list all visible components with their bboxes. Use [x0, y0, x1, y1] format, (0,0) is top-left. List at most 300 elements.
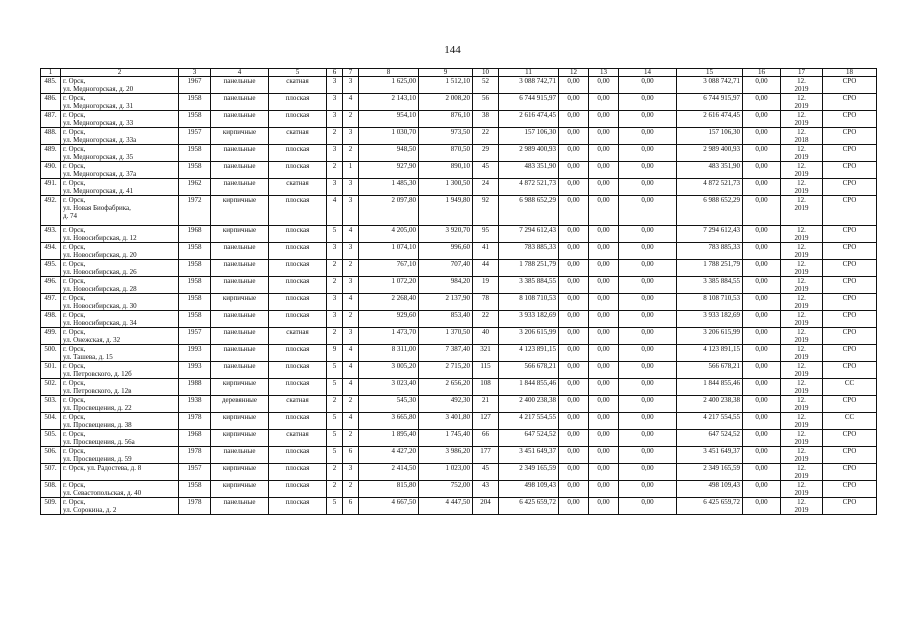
address-line: ул. Просвещения, д. 59 [63, 455, 132, 463]
residents-cell: 45 [473, 464, 499, 481]
local-funds-cell: 0,00 [619, 328, 677, 345]
year-cell: 1938 [179, 396, 211, 413]
living-area-cell: 752,00 [419, 481, 473, 498]
completion-month: 12. [797, 311, 806, 319]
address-line: г. Орск, [63, 77, 86, 85]
roof-type-cell: скатная [269, 128, 327, 145]
address-line: ул. Медногорская, д. 31 [63, 102, 134, 110]
regional-funds-cell: 0,00 [589, 430, 619, 447]
residents-cell: 52 [473, 77, 499, 94]
total-area-cell: 1 072,20 [359, 277, 419, 294]
regional-funds-cell: 0,00 [589, 345, 619, 362]
table-row [41, 430, 877, 447]
roof-type-cell: скатная [269, 430, 327, 447]
federal-funds-cell: 0,00 [559, 345, 589, 362]
address-line: г. Орск, [63, 243, 86, 251]
federal-funds-cell: 0,00 [559, 430, 589, 447]
owner-funds-cell: 2 349 165,59 [677, 464, 743, 481]
floors-cell: 3 [327, 243, 343, 260]
wall-material-cell: кирпичные [211, 430, 269, 447]
completion-month: 12. [797, 196, 806, 204]
address-line: ул. Медногорская, д. 35 [63, 153, 134, 161]
federal-funds-cell: 0,00 [559, 396, 589, 413]
local-funds-cell: 0,00 [619, 362, 677, 379]
row-number-cell: 498. [41, 311, 61, 328]
wall-material-cell: панельные [211, 260, 269, 277]
row-number-cell: 495. [41, 260, 61, 277]
living-area-cell: 2 715,20 [419, 362, 473, 379]
completion-date-cell [781, 77, 823, 94]
fund-method-cell: СРО [823, 464, 877, 481]
total-cost-cell: 3 206 615,99 [499, 328, 559, 345]
local-funds-cell: 0,00 [619, 396, 677, 413]
table-row [41, 162, 877, 179]
federal-funds-cell: 0,00 [559, 311, 589, 328]
entrances-cell: 3 [343, 128, 359, 145]
fund-method-cell: СРО [823, 362, 877, 379]
table-row [41, 128, 877, 145]
completion-year: 2019 [794, 336, 809, 344]
completion-year: 2019 [794, 153, 809, 161]
completion-year: 2019 [794, 353, 809, 361]
regional-funds-cell: 0,00 [589, 179, 619, 196]
residents-cell: 43 [473, 481, 499, 498]
address-line: г. Орск, [63, 498, 86, 506]
completion-month: 12. [797, 260, 806, 268]
federal-funds-cell: 0,00 [559, 362, 589, 379]
table-row [41, 294, 877, 311]
other-funds-cell: 0,00 [743, 162, 781, 179]
address-line: г. Орск, [63, 413, 86, 421]
address-line: ул. Новая Биофабрика, [63, 204, 131, 212]
wall-material-cell: панельные [211, 145, 269, 162]
address-line: г. Орск, [63, 196, 86, 204]
owner-funds-cell: 566 678,21 [677, 362, 743, 379]
address-line: ул. Новосибирская, д. 28 [63, 285, 137, 293]
address-cell [61, 447, 179, 464]
table-row [41, 277, 877, 294]
column-number-17: 17 [781, 69, 823, 77]
address-cell [61, 481, 179, 498]
fund-method-cell: СРО [823, 243, 877, 260]
address-line: ул. Севастопольская, д. 40 [63, 489, 142, 497]
wall-material-cell: панельные [211, 77, 269, 94]
federal-funds-cell: 0,00 [559, 294, 589, 311]
total-cost-cell: 157 106,30 [499, 128, 559, 145]
completion-date-cell [781, 430, 823, 447]
year-cell: 1968 [179, 430, 211, 447]
address-cell [61, 179, 179, 196]
federal-funds-cell: 0,00 [559, 277, 589, 294]
living-area-cell: 3 986,20 [419, 447, 473, 464]
completion-month: 12. [797, 277, 806, 285]
floors-cell: 5 [327, 498, 343, 515]
address-line: г. Орск, [63, 162, 86, 170]
wall-material-cell: кирпичные [211, 481, 269, 498]
total-cost-cell: 783 885,33 [499, 243, 559, 260]
living-area-cell: 492,30 [419, 396, 473, 413]
local-funds-cell: 0,00 [619, 413, 677, 430]
address-line: ул. Медногорская, д. 20 [63, 85, 134, 93]
year-cell: 1957 [179, 464, 211, 481]
year-cell: 1958 [179, 481, 211, 498]
column-number-4: 4 [211, 69, 269, 77]
row-number-cell: 500. [41, 345, 61, 362]
year-cell: 1972 [179, 196, 211, 226]
owner-funds-cell: 3 088 742,71 [677, 77, 743, 94]
completion-year: 2019 [794, 506, 809, 514]
table-body [41, 77, 877, 515]
address-line: г. Орск, [63, 226, 86, 234]
total-cost-cell: 4 123 891,15 [499, 345, 559, 362]
living-area-cell: 870,50 [419, 145, 473, 162]
table-row [41, 447, 877, 464]
completion-date-cell [781, 294, 823, 311]
year-cell: 1993 [179, 362, 211, 379]
column-number-13: 13 [589, 69, 619, 77]
local-funds-cell: 0,00 [619, 277, 677, 294]
floors-cell: 5 [327, 362, 343, 379]
address-line: г. Орск, [63, 294, 86, 302]
total-area-cell: 2 414,50 [359, 464, 419, 481]
address-line: г. Орск, [63, 447, 86, 455]
floors-cell: 2 [327, 464, 343, 481]
row-number-cell: 486. [41, 94, 61, 111]
roof-type-cell: плоская [269, 481, 327, 498]
local-funds-cell: 0,00 [619, 430, 677, 447]
year-cell: 1958 [179, 94, 211, 111]
owner-funds-cell: 4 123 891,15 [677, 345, 743, 362]
fund-method-cell: СРО [823, 179, 877, 196]
owner-funds-cell: 157 106,30 [677, 128, 743, 145]
floors-cell: 3 [327, 111, 343, 128]
table-row [41, 179, 877, 196]
address-line: д. 74 [63, 212, 78, 220]
other-funds-cell: 0,00 [743, 260, 781, 277]
address-line: ул. Просвещения, д. 56а [63, 438, 135, 446]
other-funds-cell: 0,00 [743, 277, 781, 294]
roof-type-cell: плоская [269, 111, 327, 128]
total-cost-cell: 3 088 742,71 [499, 77, 559, 94]
local-funds-cell: 0,00 [619, 464, 677, 481]
year-cell: 1958 [179, 277, 211, 294]
wall-material-cell: кирпичные [211, 413, 269, 430]
row-number-cell: 490. [41, 162, 61, 179]
regional-funds-cell: 0,00 [589, 481, 619, 498]
completion-date-cell [781, 379, 823, 396]
local-funds-cell: 0,00 [619, 294, 677, 311]
completion-month: 12. [797, 128, 806, 136]
living-area-cell: 996,60 [419, 243, 473, 260]
living-area-cell: 7 387,40 [419, 345, 473, 362]
total-area-cell: 948,50 [359, 145, 419, 162]
completion-month: 12. [797, 464, 806, 472]
floors-cell: 3 [327, 294, 343, 311]
address-line: г. Орск, [63, 379, 86, 387]
total-cost-cell: 3 385 884,55 [499, 277, 559, 294]
fund-method-cell: СРО [823, 447, 877, 464]
row-number-cell: 492. [41, 196, 61, 226]
completion-date-cell [781, 328, 823, 345]
column-number-18: 18 [823, 69, 877, 77]
year-cell: 1957 [179, 328, 211, 345]
column-number-16: 16 [743, 69, 781, 77]
fund-method-cell: СРО [823, 94, 877, 111]
entrances-cell: 2 [343, 430, 359, 447]
roof-type-cell: плоская [269, 162, 327, 179]
federal-funds-cell: 0,00 [559, 77, 589, 94]
completion-month: 12. [797, 111, 806, 119]
roof-type-cell: плоская [269, 498, 327, 515]
wall-material-cell: панельные [211, 311, 269, 328]
total-cost-cell: 6 988 652,29 [499, 196, 559, 226]
address-line: г. Орск, [63, 94, 86, 102]
roof-type-cell: скатная [269, 328, 327, 345]
row-number-cell: 504. [41, 413, 61, 430]
wall-material-cell: панельные [211, 277, 269, 294]
regional-funds-cell: 0,00 [589, 243, 619, 260]
roof-type-cell: скатная [269, 179, 327, 196]
federal-funds-cell: 0,00 [559, 145, 589, 162]
row-number-cell: 502. [41, 379, 61, 396]
federal-funds-cell: 0,00 [559, 196, 589, 226]
completion-month: 12. [797, 243, 806, 251]
wall-material-cell: кирпичные [211, 379, 269, 396]
address-line: г. Орск, [63, 179, 86, 187]
roof-type-cell: плоская [269, 94, 327, 111]
regional-funds-cell: 0,00 [589, 294, 619, 311]
total-area-cell: 954,10 [359, 111, 419, 128]
entrances-cell: 4 [343, 379, 359, 396]
completion-month: 12. [797, 77, 806, 85]
total-area-cell: 767,10 [359, 260, 419, 277]
address-line: г. Орск, [63, 311, 86, 319]
living-area-cell: 973,50 [419, 128, 473, 145]
entrances-cell: 3 [343, 328, 359, 345]
roof-type-cell: плоская [269, 196, 327, 226]
address-cell [61, 260, 179, 277]
total-area-cell: 1 485,30 [359, 179, 419, 196]
regional-funds-cell: 0,00 [589, 328, 619, 345]
completion-month: 12. [797, 345, 806, 353]
regional-funds-cell: 0,00 [589, 196, 619, 226]
completion-year: 2019 [794, 268, 809, 276]
fund-method-cell: СРО [823, 430, 877, 447]
entrances-cell: 4 [343, 345, 359, 362]
floors-cell: 5 [327, 447, 343, 464]
residents-cell: 108 [473, 379, 499, 396]
floors-cell: 3 [327, 311, 343, 328]
local-funds-cell: 0,00 [619, 379, 677, 396]
completion-date-cell [781, 413, 823, 430]
regional-funds-cell: 0,00 [589, 94, 619, 111]
federal-funds-cell: 0,00 [559, 481, 589, 498]
completion-month: 12. [797, 362, 806, 370]
living-area-cell: 984,20 [419, 277, 473, 294]
other-funds-cell: 0,00 [743, 128, 781, 145]
completion-month: 12. [797, 226, 806, 234]
address-cell [61, 77, 179, 94]
residents-cell: 22 [473, 128, 499, 145]
federal-funds-cell: 0,00 [559, 243, 589, 260]
fund-method-cell: СРО [823, 294, 877, 311]
regional-funds-cell: 0,00 [589, 379, 619, 396]
fund-method-cell: СРО [823, 128, 877, 145]
address-cell [61, 362, 179, 379]
local-funds-cell: 0,00 [619, 481, 677, 498]
residents-cell: 41 [473, 243, 499, 260]
year-cell: 1978 [179, 498, 211, 515]
column-number-6: 6 [327, 69, 343, 77]
total-cost-cell: 4 872 521,73 [499, 179, 559, 196]
row-number-cell: 507. [41, 464, 61, 481]
other-funds-cell: 0,00 [743, 311, 781, 328]
table-row [41, 498, 877, 515]
entrances-cell: 4 [343, 94, 359, 111]
row-number-cell: 503. [41, 396, 61, 413]
table-row [41, 145, 877, 162]
fund-method-cell: СРО [823, 226, 877, 243]
roof-type-cell: плоская [269, 311, 327, 328]
local-funds-cell: 0,00 [619, 311, 677, 328]
federal-funds-cell: 0,00 [559, 260, 589, 277]
residents-cell: 95 [473, 226, 499, 243]
completion-month: 12. [797, 447, 806, 455]
living-area-cell: 3 920,70 [419, 226, 473, 243]
entrances-cell: 3 [343, 196, 359, 226]
address-line: г. Орск, [63, 345, 86, 353]
local-funds-cell: 0,00 [619, 260, 677, 277]
column-number-10: 10 [473, 69, 499, 77]
year-cell: 1958 [179, 243, 211, 260]
completion-month: 12. [797, 498, 806, 506]
local-funds-cell: 0,00 [619, 94, 677, 111]
completion-year: 2019 [794, 187, 809, 195]
owner-funds-cell: 6 425 659,72 [677, 498, 743, 515]
owner-funds-cell: 4 217 554,55 [677, 413, 743, 430]
wall-material-cell: кирпичные [211, 196, 269, 226]
completion-date-cell [781, 277, 823, 294]
year-cell: 1978 [179, 413, 211, 430]
fund-method-cell: СРО [823, 345, 877, 362]
table-row [41, 464, 877, 481]
row-number-cell: 499. [41, 328, 61, 345]
table-row [41, 77, 877, 94]
address-line: ул. Новосибирская, д. 26 [63, 268, 137, 276]
entrances-cell: 4 [343, 226, 359, 243]
other-funds-cell: 0,00 [743, 379, 781, 396]
address-line: г. Орск, [63, 362, 86, 370]
regional-funds-cell: 0,00 [589, 77, 619, 94]
owner-funds-cell: 483 351,90 [677, 162, 743, 179]
completion-year: 2019 [794, 438, 809, 446]
fund-method-cell: СС [823, 413, 877, 430]
row-number-cell: 509. [41, 498, 61, 515]
completion-year: 2019 [794, 302, 809, 310]
row-number-cell: 489. [41, 145, 61, 162]
entrances-cell: 6 [343, 447, 359, 464]
completion-date-cell [781, 226, 823, 243]
regional-funds-cell: 0,00 [589, 498, 619, 515]
address-cell [61, 277, 179, 294]
total-cost-cell: 3 933 182,69 [499, 311, 559, 328]
living-area-cell: 4 447,50 [419, 498, 473, 515]
total-area-cell: 2 143,10 [359, 94, 419, 111]
completion-year: 2019 [794, 455, 809, 463]
federal-funds-cell: 0,00 [559, 179, 589, 196]
year-cell: 1958 [179, 162, 211, 179]
fund-method-cell: СС [823, 379, 877, 396]
address-line: г. Орск, [63, 111, 86, 119]
completion-month: 12. [797, 481, 806, 489]
entrances-cell: 4 [343, 413, 359, 430]
completion-year: 2019 [794, 234, 809, 242]
wall-material-cell: деревянные [211, 396, 269, 413]
other-funds-cell: 0,00 [743, 226, 781, 243]
local-funds-cell: 0,00 [619, 111, 677, 128]
owner-funds-cell: 498 109,43 [677, 481, 743, 498]
column-number-9: 9 [419, 69, 473, 77]
address-line: г. Орск, [63, 128, 86, 136]
completion-year: 2019 [794, 472, 809, 480]
regional-funds-cell: 0,00 [589, 464, 619, 481]
total-area-cell: 2 268,40 [359, 294, 419, 311]
total-area-cell: 3 023,40 [359, 379, 419, 396]
wall-material-cell: панельные [211, 345, 269, 362]
completion-month: 12. [797, 379, 806, 387]
completion-month: 12. [797, 94, 806, 102]
completion-year: 2019 [794, 489, 809, 497]
year-cell: 1968 [179, 226, 211, 243]
total-cost-cell: 3 451 649,37 [499, 447, 559, 464]
total-cost-cell: 483 351,90 [499, 162, 559, 179]
floors-cell: 5 [327, 226, 343, 243]
fund-method-cell: СРО [823, 162, 877, 179]
other-funds-cell: 0,00 [743, 94, 781, 111]
other-funds-cell: 0,00 [743, 481, 781, 498]
federal-funds-cell: 0,00 [559, 498, 589, 515]
federal-funds-cell: 0,00 [559, 94, 589, 111]
total-area-cell: 3 665,80 [359, 413, 419, 430]
total-cost-cell: 6 744 915,97 [499, 94, 559, 111]
living-area-cell: 1 949,80 [419, 196, 473, 226]
other-funds-cell: 0,00 [743, 111, 781, 128]
completion-date-cell [781, 196, 823, 226]
federal-funds-cell: 0,00 [559, 328, 589, 345]
floors-cell: 9 [327, 345, 343, 362]
table-row [41, 328, 877, 345]
local-funds-cell: 0,00 [619, 226, 677, 243]
table-row [41, 413, 877, 430]
completion-month: 12. [797, 179, 806, 187]
year-cell: 1957 [179, 128, 211, 145]
floors-cell: 5 [327, 413, 343, 430]
residents-cell: 92 [473, 196, 499, 226]
completion-year: 2018 [794, 136, 809, 144]
total-cost-cell: 498 109,43 [499, 481, 559, 498]
column-number-14: 14 [619, 69, 677, 77]
completion-date-cell [781, 311, 823, 328]
fund-method-cell: СРО [823, 111, 877, 128]
local-funds-cell: 0,00 [619, 145, 677, 162]
regional-funds-cell: 0,00 [589, 260, 619, 277]
address-cell [61, 196, 179, 226]
fund-method-cell: СРО [823, 481, 877, 498]
completion-month: 12. [797, 413, 806, 421]
completion-date-cell [781, 260, 823, 277]
completion-date-cell [781, 179, 823, 196]
address-cell [61, 294, 179, 311]
